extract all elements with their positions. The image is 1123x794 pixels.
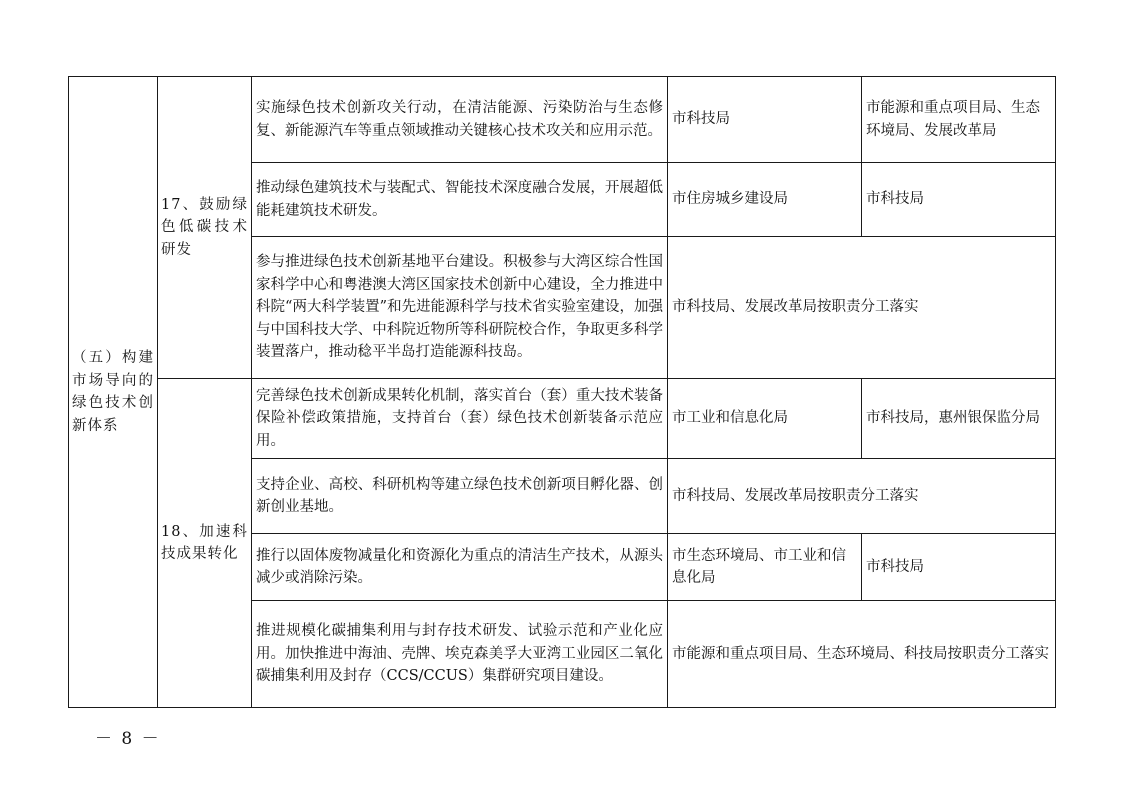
task-content-cell: 推动绿色建筑技术与装配式、智能技术深度融合发展，开展超低能耗建筑技术研发。 (252, 163, 668, 237)
lead-dept-cell: 市工业和信息化局 (668, 379, 862, 459)
lead-dept-cell: 市生态环境局、市工业和信息化局 (668, 534, 862, 601)
table-row (69, 379, 1056, 459)
task-content-cell: 参与推进绿色技术创新基地平台建设。积极参与大湾区综合性国家科学中心和粤港澳大湾区国家技术创新中心建设，全力推进中科院“两大科学装置”和先进能源科学与技术省实验室建设，加强与中国科技大学、中科院近物所等科研院校合作，争取更多科学装置落户，推动稔平半岛打造能源科技岛。 (252, 237, 668, 379)
table-row (69, 77, 1056, 163)
support-dept-cell: 市科技局 (862, 534, 1056, 601)
category-cell: （五）构建市场导向的绿色技术创新体系 (69, 77, 158, 708)
support-dept-cell: 市能源和重点项目局、生态环境局、发展改革局 (862, 77, 1056, 163)
task-content-cell: 支持企业、高校、科研机构等建立绿色技术创新项目孵化器、创新创业基地。 (252, 459, 668, 534)
task-content-cell: 完善绿色技术创新成果转化机制，落实首台（套）重大技术装备保险补偿政策措施，支持首台（套）绿色技术创新装备示范应用。 (252, 379, 668, 459)
group-title-cell: 17、鼓励绿色低碳技术研发 (158, 77, 252, 379)
task-content-cell: 推行以固体废物减量化和资源化为重点的清洁生产技术，从源头减少或消除污染。 (252, 534, 668, 601)
lead-dept-cell: 市科技局 (668, 77, 862, 163)
support-dept-cell: 市科技局 (862, 163, 1056, 237)
task-content-cell: 推进规模化碳捕集利用与封存技术研发、试验示范和产业化应用。加快推进中海油、壳牌、埃克森美孚大亚湾工业园区二氧化碳捕集利用及封存（CCS/CCUS）集群研究项目建设。 (252, 601, 668, 708)
task-content-cell: 实施绿色技术创新攻关行动，在清洁能源、污染防治与生态修复、新能源汽车等重点领域推动关键核心技术攻关和应用示范。 (252, 77, 668, 163)
merged-dept-cell: 市科技局、发展改革局按职责分工落实 (668, 237, 1056, 379)
merged-dept-cell: 市科技局、发展改革局按职责分工落实 (668, 459, 1056, 534)
group-title-cell: 18、加速科技成果转化 (158, 379, 252, 708)
support-dept-cell: 市科技局，惠州银保监分局 (862, 379, 1056, 459)
page-number: － 8 － (95, 729, 161, 749)
task-table (68, 76, 1056, 708)
merged-dept-cell: 市能源和重点项目局、生态环境局、科技局按职责分工落实 (668, 601, 1056, 708)
lead-dept-cell: 市住房城乡建设局 (668, 163, 862, 237)
